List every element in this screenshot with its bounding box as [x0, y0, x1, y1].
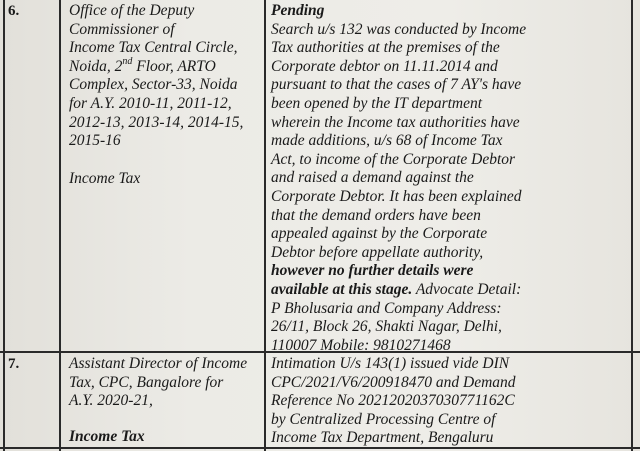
nature-label: Income Tax — [69, 428, 145, 445]
detail-line: Income Tax Department, Bengaluru — [271, 429, 494, 447]
detail-line: wherein the Income tax authorities have — [271, 113, 520, 131]
detail-line: that the demand orders have been — [271, 206, 481, 224]
row-number: 6. — [8, 3, 20, 19]
detail-line: 26/11, Block 26, Shakti Nagar, Delhi, — [271, 318, 502, 336]
detail-line: Reference No 2021202037030771162C — [271, 392, 515, 410]
authority-cell — [69, 355, 247, 411]
detail-line: Act, to income of the Corporate Debtor — [271, 150, 516, 168]
detail-line: by Centralized Processing Centre of — [271, 410, 496, 428]
nature-label: Income Tax — [69, 170, 141, 187]
authority-line: Office of the Deputy — [69, 2, 195, 19]
detail-line: Intimation U/s 143(1) issued vide DIN — [271, 355, 510, 372]
authority-line: Assistant Director of Income — [69, 355, 248, 372]
detail-bold-tail: available at this stage. — [271, 280, 413, 298]
status-label: Pending — [271, 2, 325, 19]
detail-line: and raised a demand against the — [271, 169, 474, 187]
authority-line: Income Tax Central Circle, — [69, 39, 238, 57]
detail-cell — [271, 355, 516, 448]
authority-line: for A.Y. 2010-11, 2011-12, — [69, 94, 232, 112]
authority-line: Noida, 2nd Floor, ARTO — [69, 55, 216, 75]
detail-line: made additions, u/s 68 of Income Tax — [271, 132, 503, 150]
detail-line: Tax authorities at the premises of the — [271, 39, 500, 57]
table-border-left — [3, 0, 5, 451]
table-border-right — [631, 0, 633, 451]
detail-line: pursuant to that the cases of 7 AY's have — [271, 76, 522, 94]
authority-line: Commissioner of — [69, 20, 175, 38]
detail-line: available at this stage. Advocate Detail: — [271, 280, 522, 298]
detail-line-bold: however no further details were — [271, 262, 474, 280]
table-divider-col1 — [59, 0, 61, 451]
table-divider-col2 — [264, 0, 266, 451]
detail-cell — [271, 2, 526, 355]
detail-line: Corporate Debtor. It has been explained — [271, 187, 522, 205]
detail-line: Search u/s 132 was conducted by Income — [271, 20, 527, 38]
authority-cell — [69, 2, 243, 151]
authority-line: 2012-13, 2013-14, 2014-15, — [69, 113, 244, 131]
row-number: 7. — [8, 356, 20, 372]
authority-line: A.Y. 2020-21, — [69, 392, 153, 410]
authority-line: 2015-16 — [69, 132, 121, 150]
detail-line: appealed against by the Corporate — [271, 225, 488, 243]
authority-line: Complex, Sector-33, Noida — [69, 76, 238, 94]
detail-line: Corporate debtor on 11.11.2014 and — [271, 57, 498, 75]
detail-line: been opened by the IT department — [271, 94, 483, 112]
detail-line: CPC/2021/V6/200918470 and Demand — [271, 373, 516, 391]
detail-line: P Bholusaria and Company Address: — [271, 299, 502, 317]
detail-line: Debtor before appellate authority, — [271, 243, 484, 261]
authority-line: Tax, CPC, Bangalore for — [69, 373, 224, 391]
detail-line: 110007 Mobile: 9810271468 — [271, 336, 451, 354]
